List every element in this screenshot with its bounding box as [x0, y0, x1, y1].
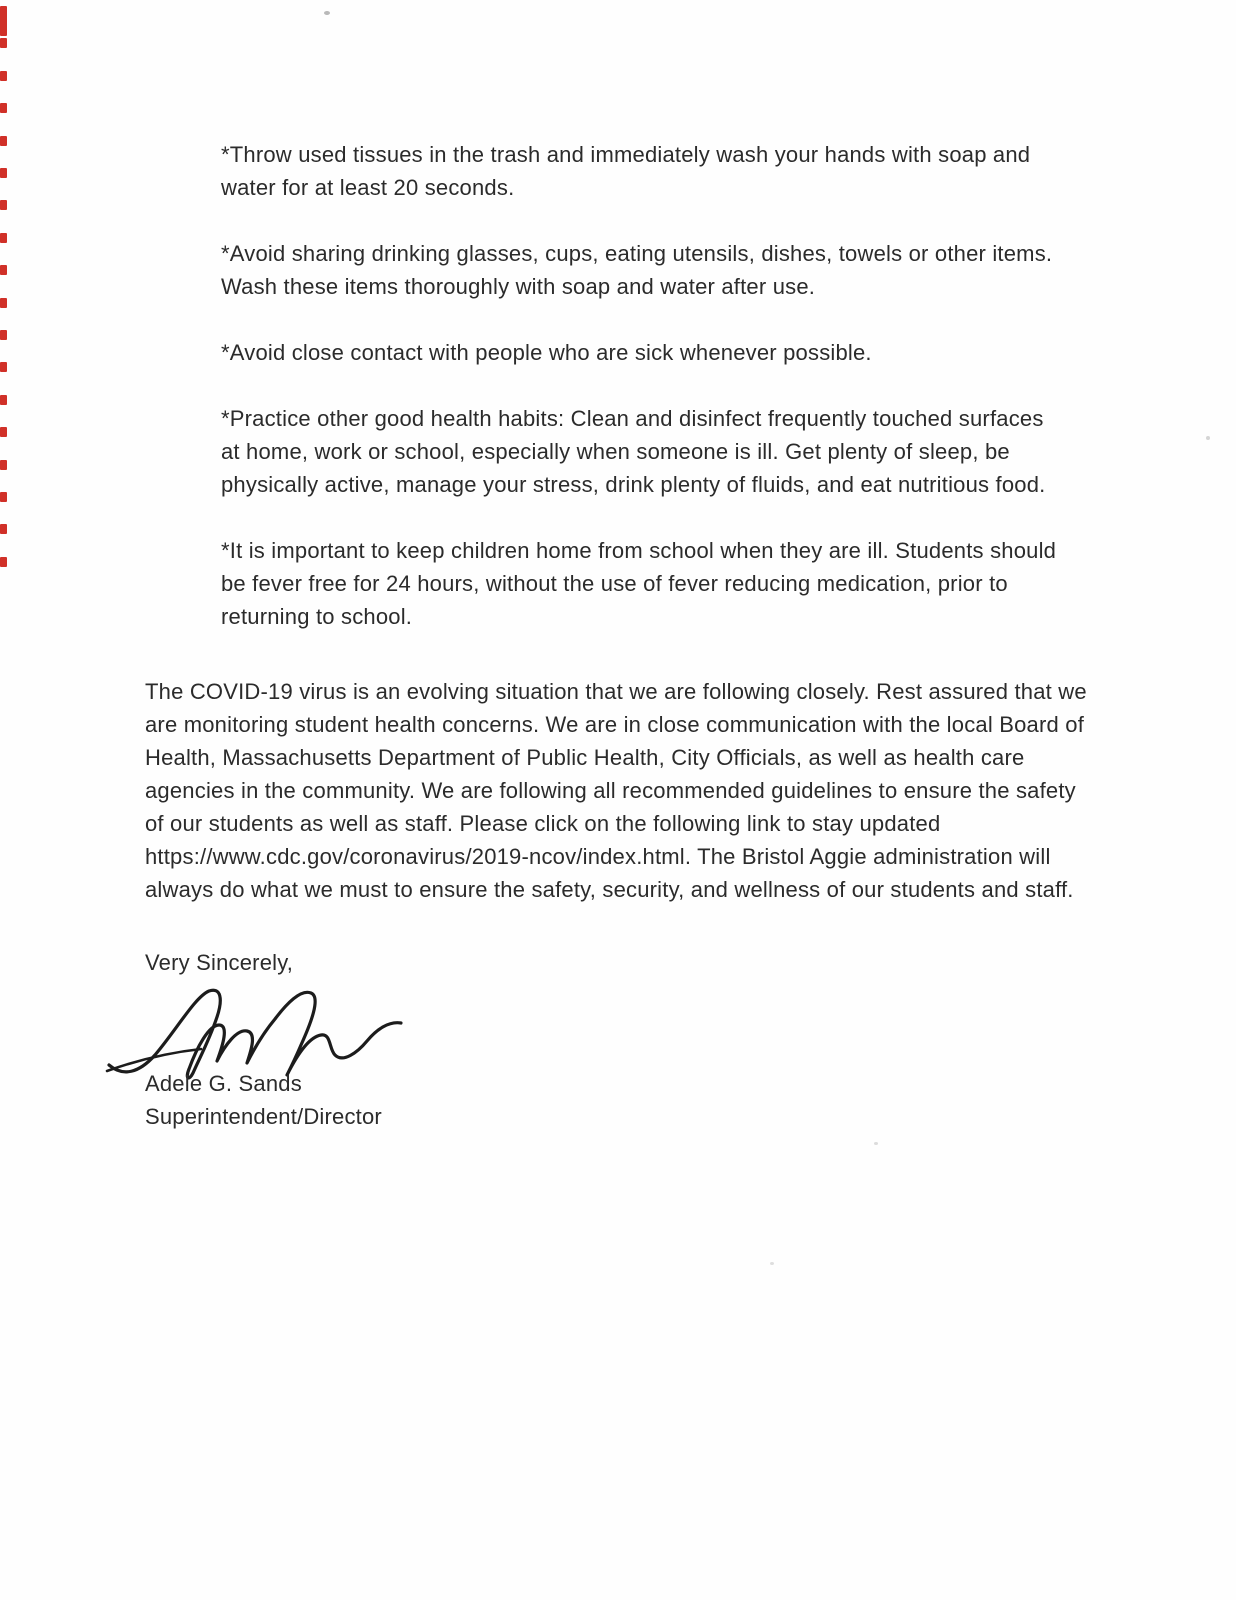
bullet-item-tissues: *Throw used tissues in the trash and immediately wash your hands with soap and water for at least 20 seconds.	[221, 142, 1031, 200]
closing-paragraph: The COVID-19 virus is an evolving situation that we are following closely. Rest assured that we are monitoring student health concerns. We are in close communication with the local Board of Health, Massachusetts Department of Public Health, City Officials, as well as health care agencies in the community. We are following all recommended guidelines to ensure the safety of our students as well as staff. Please click on the following link to stay updated https://www.cdc.gov/coronavirus/2019-ncov/index.html. The Bristol Aggie administration will always do what we must to ensure the safety, security, and wellness of our students and staff.	[145, 679, 1087, 902]
signature	[105, 983, 1090, 1079]
scan-speck	[770, 1262, 774, 1265]
bullet-item-sharing: *Avoid sharing drinking glasses, cups, eating utensils, dishes, towels or other items. Wash these items thoroughly with soap and water after use.	[221, 241, 1053, 299]
bullet-item-health-habits: *Practice other good health habits: Clean and disinfect frequently touched surfaces at home, work or school, especially when someone is ill. Get plenty of sleep, be physically active, manage your stress, drink plenty of fluids, and eat nutritious food.	[221, 406, 1046, 497]
scan-speck	[874, 1142, 878, 1145]
signer-name: Adele G. Sands	[145, 1071, 302, 1096]
valediction: Very Sincerely,	[145, 950, 294, 975]
scan-speck	[1206, 436, 1210, 440]
signer-title: Superintendent/Director	[145, 1104, 382, 1129]
bullet-item-children-home: *It is important to keep children home from school when they are ill. Students should be fever free for 24 hours, without the use of fever reducing medication, prior to returning to school.	[221, 538, 1057, 629]
scan-speck	[324, 11, 330, 15]
bullet-item-close-contact: *Avoid close contact with people who are sick whenever possible.	[221, 340, 872, 365]
letter-body	[145, 138, 1090, 1133]
